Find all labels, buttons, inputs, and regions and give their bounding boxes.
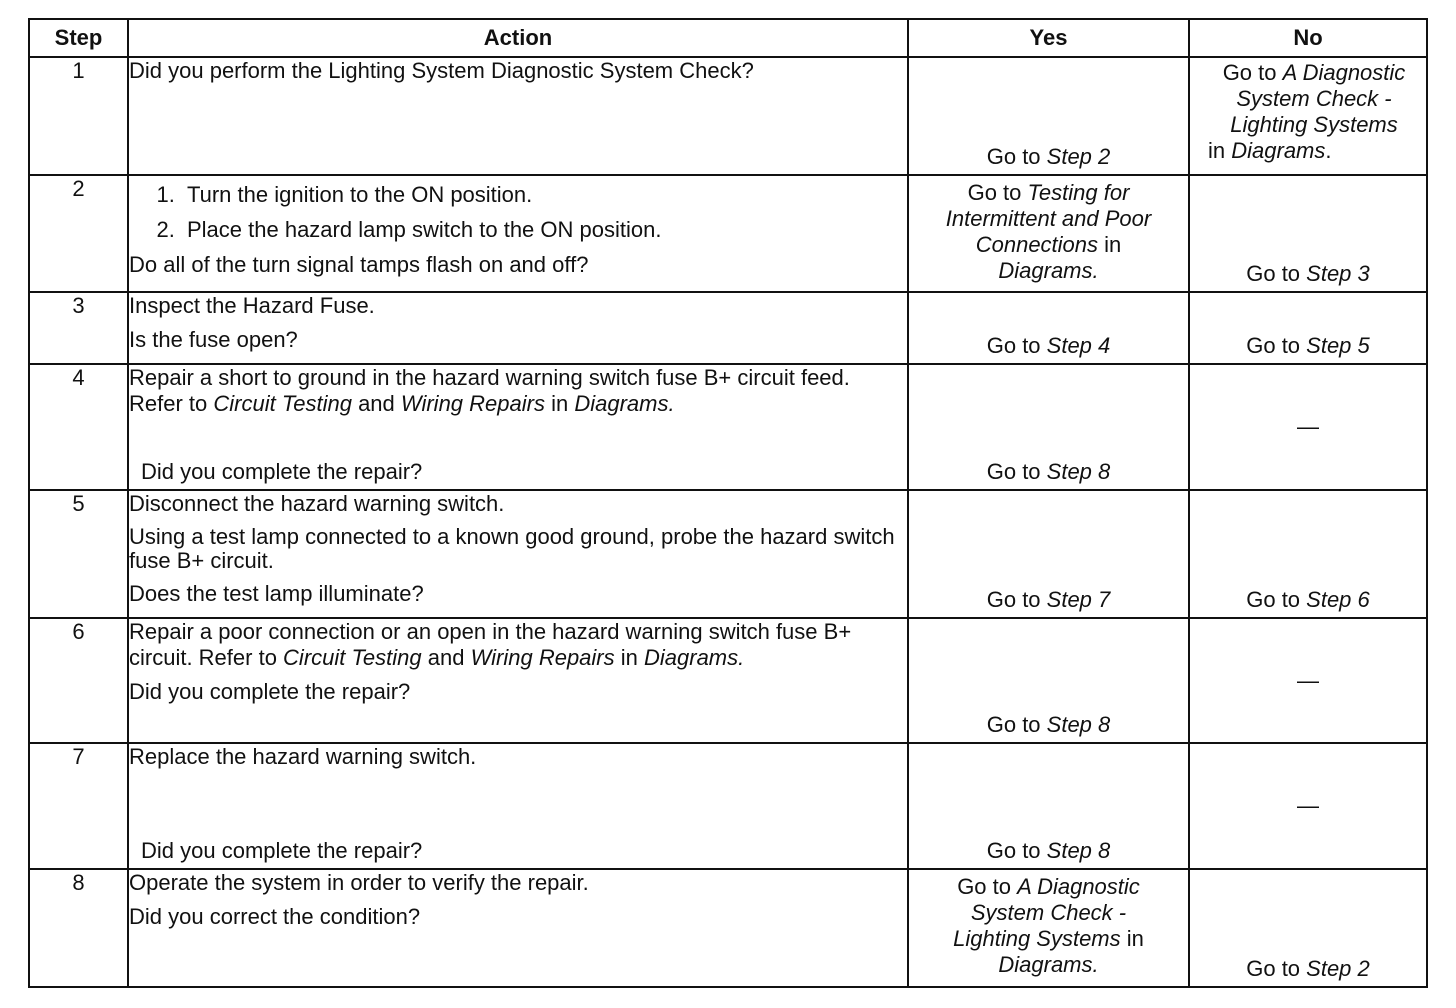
- circuit-testing-link[interactable]: Circuit Testing: [213, 391, 352, 416]
- no-text: Go to: [1246, 333, 1307, 358]
- action-text: and: [421, 645, 471, 670]
- yes-link-diagrams[interactable]: Diagrams.: [998, 258, 1099, 283]
- no-link[interactable]: A Diagnostic System Check - Lighting Systems: [1230, 60, 1406, 137]
- wiring-repairs-link[interactable]: Wiring Repairs: [470, 645, 615, 670]
- step-number: 2: [29, 175, 128, 292]
- yes-link[interactable]: Step 2: [1046, 144, 1111, 169]
- action-line: [129, 365, 907, 417]
- yes-text-in: in: [1120, 926, 1144, 951]
- no-link[interactable]: Step 5: [1306, 333, 1370, 358]
- yes-cell: [908, 618, 1189, 743]
- action-text: Repair a short to ground in the hazard warning switch fuse B+ circuit feed. Refer to: [129, 365, 850, 416]
- circuit-testing-link[interactable]: Circuit Testing: [283, 645, 422, 670]
- step-number: 8: [29, 869, 128, 987]
- table-row: [29, 743, 1427, 869]
- action-cell: [128, 175, 908, 292]
- table-row: [29, 364, 1427, 490]
- header-row: [29, 19, 1427, 57]
- diagnostic-table: [28, 18, 1428, 988]
- list-item: 2. Place the hazard lamp switch to the ON position.: [181, 217, 907, 243]
- action-line: Inspect the Hazard Fuse.: [129, 293, 375, 318]
- no-cell: [1189, 618, 1427, 743]
- yes-text: Go to: [986, 712, 1047, 737]
- header-action: Action: [128, 19, 908, 57]
- step-number: 4: [29, 364, 128, 490]
- yes-text: Go to: [986, 587, 1047, 612]
- action-question: Is the fuse open?: [129, 327, 298, 352]
- action-cell: [128, 743, 908, 869]
- action-question: Do all of the turn signal tamps flash on and off?: [129, 252, 589, 277]
- yes-text: Go to: [986, 459, 1047, 484]
- no-cell: [1189, 175, 1427, 292]
- action-question: Did you perform the Lighting System Diagnostic System Check?: [129, 58, 754, 83]
- yes-text: Go to: [986, 144, 1047, 169]
- header-no: No: [1189, 19, 1427, 57]
- yes-cell: [908, 292, 1189, 364]
- no-cell: [1189, 869, 1427, 987]
- action-text: and: [351, 391, 401, 416]
- no-link[interactable]: Step 2: [1306, 956, 1370, 981]
- yes-link[interactable]: Step 8: [1046, 712, 1111, 737]
- step-number: 6: [29, 618, 128, 743]
- table-row: [29, 490, 1427, 618]
- action-text: in: [544, 391, 575, 416]
- action-steps-list: [129, 182, 907, 243]
- action-line: Replace the hazard warning switch.: [129, 744, 477, 769]
- no-text: Go to: [1246, 261, 1307, 286]
- step-number: 5: [29, 490, 128, 618]
- action-text: in: [614, 645, 644, 670]
- yes-link[interactable]: Step 8: [1046, 459, 1111, 484]
- table-row: [29, 292, 1427, 364]
- yes-link-diagrams[interactable]: Diagrams.: [998, 952, 1099, 977]
- action-question: Did you complete the repair?: [141, 838, 423, 863]
- yes-cell: [908, 175, 1189, 292]
- header-step: Step: [29, 19, 128, 57]
- list-item: 1. Turn the ignition to the ON position.: [181, 182, 907, 208]
- action-question: Did you correct the condition?: [129, 904, 421, 929]
- wiring-repairs-link[interactable]: Wiring Repairs: [400, 391, 545, 416]
- no-text-in: in: [1208, 138, 1232, 163]
- action-cell: [128, 618, 908, 743]
- action-question: Did you complete the repair?: [141, 459, 423, 484]
- table-row: [29, 175, 1427, 292]
- no-text: Go to: [1246, 587, 1307, 612]
- step-number: 7: [29, 743, 128, 869]
- action-cell: [128, 490, 908, 618]
- yes-cell: [908, 869, 1189, 987]
- no-cell: [1189, 743, 1427, 869]
- yes-cell: [908, 490, 1189, 618]
- action-line: Disconnect the hazard warning switch.: [129, 491, 505, 516]
- action-line: [129, 619, 907, 671]
- yes-text-in: in: [1098, 232, 1122, 257]
- yes-text: Go to: [967, 180, 1028, 205]
- yes-cell: [908, 57, 1189, 175]
- yes-cell: [908, 364, 1189, 490]
- yes-text: Go to: [986, 333, 1047, 358]
- action-question: Does the test lamp illuminate?: [129, 581, 424, 606]
- table-row: [29, 57, 1427, 175]
- yes-link[interactable]: A Diagnostic System Check - Lighting Systems: [953, 874, 1140, 951]
- yes-link[interactable]: Step 7: [1046, 587, 1111, 612]
- step-number: 3: [29, 292, 128, 364]
- step-number: 1: [29, 57, 128, 175]
- diagrams-link[interactable]: Diagrams.: [644, 645, 745, 670]
- diagrams-link[interactable]: Diagrams.: [574, 391, 675, 416]
- yes-cell: [908, 743, 1189, 869]
- yes-text: Go to: [986, 838, 1047, 863]
- action-cell: [128, 364, 908, 490]
- yes-link[interactable]: Testing for Intermittent and Poor Connections: [945, 180, 1152, 257]
- yes-text: Go to: [957, 874, 1018, 899]
- table-row: [29, 618, 1427, 743]
- no-value: —: [1297, 414, 1319, 439]
- no-link[interactable]: Step 6: [1306, 587, 1370, 612]
- action-cell: [128, 869, 908, 987]
- yes-link[interactable]: Step 4: [1046, 333, 1111, 358]
- action-question: Did you complete the repair?: [129, 679, 411, 704]
- action-cell: [128, 57, 908, 175]
- action-line: Operate the system in order to verify the repair.: [129, 870, 589, 895]
- no-text: Go to: [1246, 956, 1307, 981]
- no-cell: [1189, 490, 1427, 618]
- yes-link[interactable]: Step 8: [1046, 838, 1111, 863]
- no-cell: [1189, 364, 1427, 490]
- no-text-period: .: [1325, 138, 1332, 163]
- action-cell: [128, 292, 908, 364]
- no-link[interactable]: Step 3: [1306, 261, 1370, 286]
- no-cell: [1189, 292, 1427, 364]
- no-link-diagrams[interactable]: Diagrams: [1231, 138, 1326, 163]
- action-line: Using a test lamp connected to a known good ground, probe the hazard switch fuse B+ circuit.: [129, 524, 895, 573]
- no-cell: [1189, 57, 1427, 175]
- header-yes: Yes: [908, 19, 1189, 57]
- no-value: —: [1297, 667, 1319, 693]
- table-row: [29, 869, 1427, 987]
- no-value: —: [1297, 793, 1319, 818]
- no-text: Go to: [1222, 60, 1283, 85]
- action-text: Repair a poor connection or an open in the hazard warning switch fuse B+ circuit. Refer to: [129, 619, 852, 670]
